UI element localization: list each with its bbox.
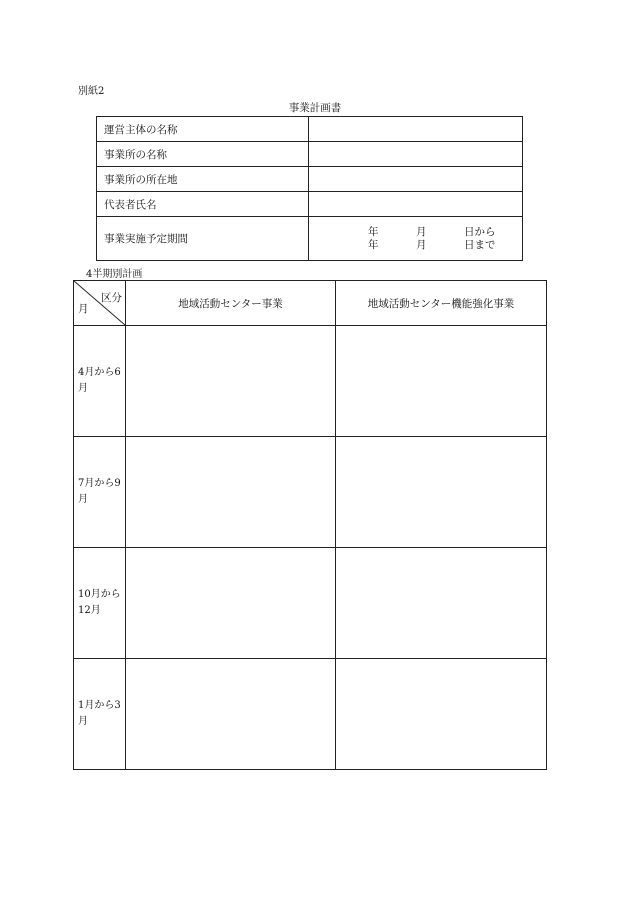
info-table bbox=[96, 116, 523, 261]
period-value[interactable] bbox=[309, 217, 523, 261]
column-header: 地域活動センター事業 bbox=[126, 281, 336, 326]
quarter-label: 4月から6月 bbox=[74, 326, 126, 437]
period-label: 事業実施予定期間 bbox=[97, 217, 309, 261]
plan-cell[interactable] bbox=[126, 437, 336, 548]
info-row-value[interactable] bbox=[309, 117, 523, 142]
quarterly-heading: 4半期別計画 bbox=[86, 269, 143, 280]
quarter-row bbox=[74, 326, 547, 437]
info-row bbox=[97, 192, 523, 217]
column-header: 地域活動センター機能強化事業 bbox=[336, 281, 547, 326]
corner-top-label: 区分 bbox=[101, 292, 122, 304]
plan-cell[interactable] bbox=[126, 548, 336, 659]
document-title: 事業計画書 bbox=[288, 102, 342, 114]
info-row-value[interactable] bbox=[309, 167, 523, 192]
quarter-row bbox=[74, 548, 547, 659]
info-row-label: 事業所の名称 bbox=[97, 142, 309, 167]
info-row-label: 事業所の所在地 bbox=[97, 167, 309, 192]
plan-cell[interactable] bbox=[336, 548, 547, 659]
quarterly-table bbox=[73, 280, 547, 770]
info-row bbox=[97, 167, 523, 192]
info-row-period bbox=[97, 217, 523, 261]
info-row-label: 代表者氏名 bbox=[97, 192, 309, 217]
quarter-label: 7月から9月 bbox=[74, 437, 126, 548]
plan-cell[interactable] bbox=[126, 326, 336, 437]
plan-cell[interactable] bbox=[336, 326, 547, 437]
period-start bbox=[316, 226, 522, 239]
quarter-row bbox=[74, 437, 547, 548]
period-end-day: 日まで bbox=[464, 238, 496, 251]
attachment-label: 別紙2 bbox=[78, 86, 105, 97]
quarter-row bbox=[74, 659, 547, 770]
period-end-month: 月 bbox=[416, 238, 427, 251]
info-row-label: 運営主体の名称 bbox=[97, 117, 309, 142]
quarterly-header-row bbox=[74, 281, 547, 326]
corner-cell bbox=[74, 281, 126, 326]
period-end-year: 年 bbox=[368, 238, 379, 251]
quarter-label: 1月から3月 bbox=[74, 659, 126, 770]
quarter-label: 10月から12月 bbox=[74, 548, 126, 659]
info-row-value[interactable] bbox=[309, 192, 523, 217]
period-start-month: 月 bbox=[416, 225, 427, 238]
corner-bottom-label: 月 bbox=[78, 303, 89, 315]
period-start-day: 日から bbox=[464, 225, 496, 238]
info-row bbox=[97, 142, 523, 167]
info-row bbox=[97, 117, 523, 142]
plan-cell[interactable] bbox=[336, 437, 547, 548]
period-end bbox=[316, 239, 522, 252]
period-start-year: 年 bbox=[368, 225, 379, 238]
plan-cell[interactable] bbox=[336, 659, 547, 770]
info-row-value[interactable] bbox=[309, 142, 523, 167]
plan-cell[interactable] bbox=[126, 659, 336, 770]
